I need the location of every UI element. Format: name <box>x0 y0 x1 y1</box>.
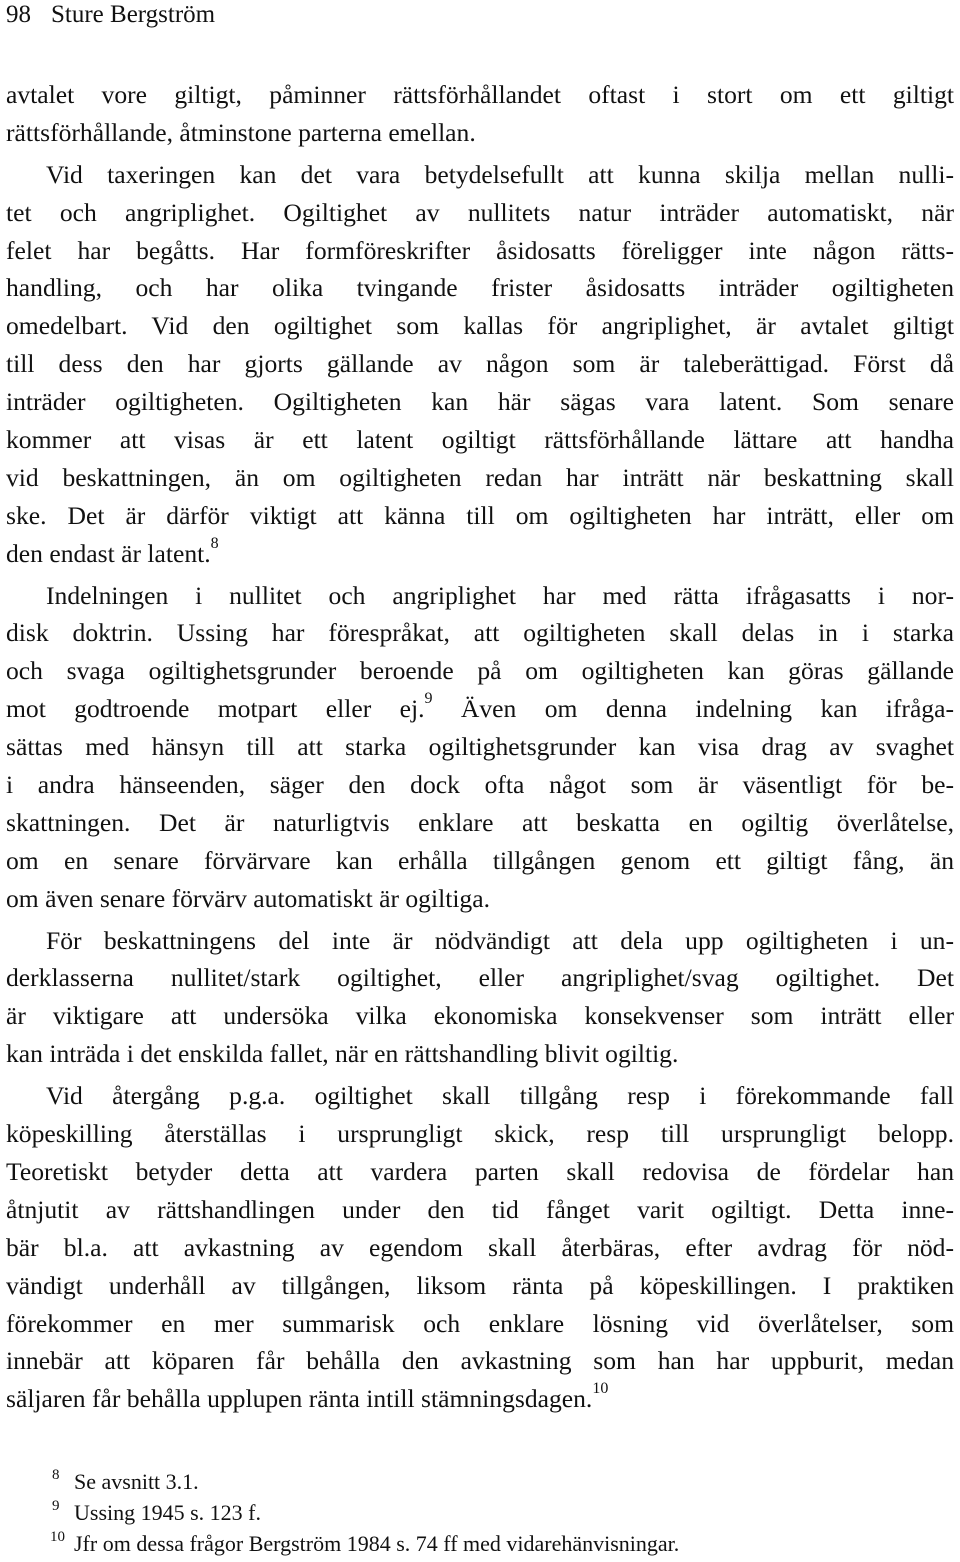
footnote-text: Jfr om dessa frågor Bergström 1984 s. 74 ff med vidarehänvisningar. <box>74 1531 680 1556</box>
footnote-9 <box>52 1497 679 1528</box>
text-line-content: säljaren får behålla upplupen ränta intill stämningsdagen. <box>6 1384 593 1414</box>
text-line-content: den endast är latent. <box>6 538 211 568</box>
text-line: omedelbart. Vid den ogiltighet som kallas för angriplighet, är avtalet giltigt <box>6 311 954 341</box>
footnote-marker: 10 <box>50 1529 65 1545</box>
paragraph-2 <box>6 156 954 573</box>
text-line: avtalet vore giltigt, påminner rättsförhållandet oftast i stort om ett giltigt <box>6 80 954 109</box>
text-line: sättas med hänsyn till att starka ogiltighetsgrunder kan visa drag av svaghet <box>6 732 954 762</box>
footnote-reference: 8 <box>210 534 219 552</box>
text-line: Vid återgång p.g.a. ogiltighet skall tillgång resp i förekommande fall <box>46 1081 954 1111</box>
footnote-marker: 8 <box>52 1467 60 1483</box>
footnote-marker: 9 <box>52 1498 60 1514</box>
text-line: och svaga ogiltighetsgrunder beroende på om ogiltigheten kan göras gällande <box>6 656 954 686</box>
text-line: tet och angriplighet. Ogiltighet av nullitets natur inträder automatiskt, när <box>6 197 954 227</box>
footnote-text: Se avsnitt 3.1. <box>74 1469 199 1494</box>
text-line: om en senare förvärvare kan erhålla tillgången genom ett giltigt fång, än <box>6 845 954 875</box>
text-line: Vid taxeringen kan det vara betydelsefullt att kunna skilja mellan nulli- <box>46 159 954 189</box>
text-line: bär bl.a. att avkastning av egendom skall återbäras, efter avdrag för nöd- <box>6 1232 954 1262</box>
text-line: derklasserna nullitet/stark ogiltighet, eller angriplighet/svag ogiltighet. Det <box>6 963 954 993</box>
text-line: inträder ogiltigheten. Ogiltigheten kan här sägas vara latent. Som senare <box>6 387 954 417</box>
footnote-reference: 9 <box>424 690 433 708</box>
text-line: vändigt underhåll av tillgången, liksom ränta på köpeskillingen. I praktiken <box>6 1270 954 1300</box>
text-line: Indelningen i nullitet och angriplighet har med rätta ifrågasatts i nor- <box>46 580 954 610</box>
footnote-8 <box>52 1466 679 1497</box>
paragraph-3 <box>6 577 954 918</box>
text-line: om även senare förvärv automatiskt är ogiltiga. <box>6 883 490 913</box>
text-line-content: mot godtroende motpart eller ej. <box>6 694 425 724</box>
text-line: till dess den har gjorts gällande av någon som är taleberättigad. Först då <box>6 349 954 379</box>
paragraph-5 <box>6 1077 954 1418</box>
text-line: förekommer en mer summarisk och enklare lösning vid överlåtelser, som <box>6 1308 954 1338</box>
text-line <box>6 1380 954 1418</box>
footnote-10 <box>52 1528 679 1559</box>
text-line: skattningen. Det är naturligtvis enklare att beskatta en ogiltig överlåtelse, <box>6 807 954 837</box>
text-line: köpeskilling återställas i ursprungligt skick, resp till ursprungligt belopp. <box>6 1119 954 1149</box>
footnote-reference: 10 <box>592 1380 609 1398</box>
text-line: disk doktrin. Ussing har förespråkat, att ogiltigheten skall delas in i starka <box>6 618 954 648</box>
footnotes <box>52 1466 679 1559</box>
footnote-text: Ussing 1945 s. 123 f. <box>74 1500 262 1525</box>
text-line <box>6 535 954 573</box>
paragraph-1 <box>6 76 954 152</box>
text-line: handling, och har olika tvingande frister åsidosatts inträder ogiltigheten <box>6 273 954 303</box>
text-line: vid beskattningen, än om ogiltigheten redan har inträtt när beskattning skall <box>6 462 954 492</box>
text-line: är viktigare att undersöka vilka ekonomiska konsekvenser som inträtt eller <box>6 1001 954 1031</box>
text-line: åtnjutit av rättshandlingen under den tid fånget varit ogiltigt. Detta inne- <box>6 1194 954 1224</box>
paragraph-4 <box>6 922 954 1074</box>
text-line: rättsförhållande, åtminstone parterna emellan. <box>6 117 476 147</box>
running-header <box>6 0 215 30</box>
text-line: felet har begåtts. Har formföreskrifter åsidosatts föreligger inte någon rätts- <box>6 235 954 265</box>
text-line: i andra hänseenden, säger den dock ofta något som är väsentligt för be- <box>6 770 954 800</box>
text-line: innebär att köparen får behålla den avkastning som han har uppburit, medan <box>6 1346 954 1376</box>
text-line-continuation: Även om denna indelning kan ifråga- <box>460 694 954 724</box>
text-line: För beskattningens del inte är nödvändigt att dela upp ogiltigheten i un- <box>46 925 954 955</box>
text-line: ske. Det är därför viktigt att känna till om ogiltigheten har inträtt, eller om <box>6 500 954 530</box>
text-line: Teoretiskt betyder detta att vardera parten skall redovisa de fördelar han <box>6 1156 954 1186</box>
text-line: kommer att visas är ett latent ogiltigt rättsförhållande lättare att handha <box>6 425 954 455</box>
running-header-author: Sture Bergström <box>51 1 216 28</box>
text-line <box>6 690 954 728</box>
body-text <box>6 76 954 1418</box>
page-number: 98 <box>6 1 31 28</box>
text-line: kan inträda i det enskilda fallet, när en rättshandling blivit ogiltig. <box>6 1039 679 1069</box>
